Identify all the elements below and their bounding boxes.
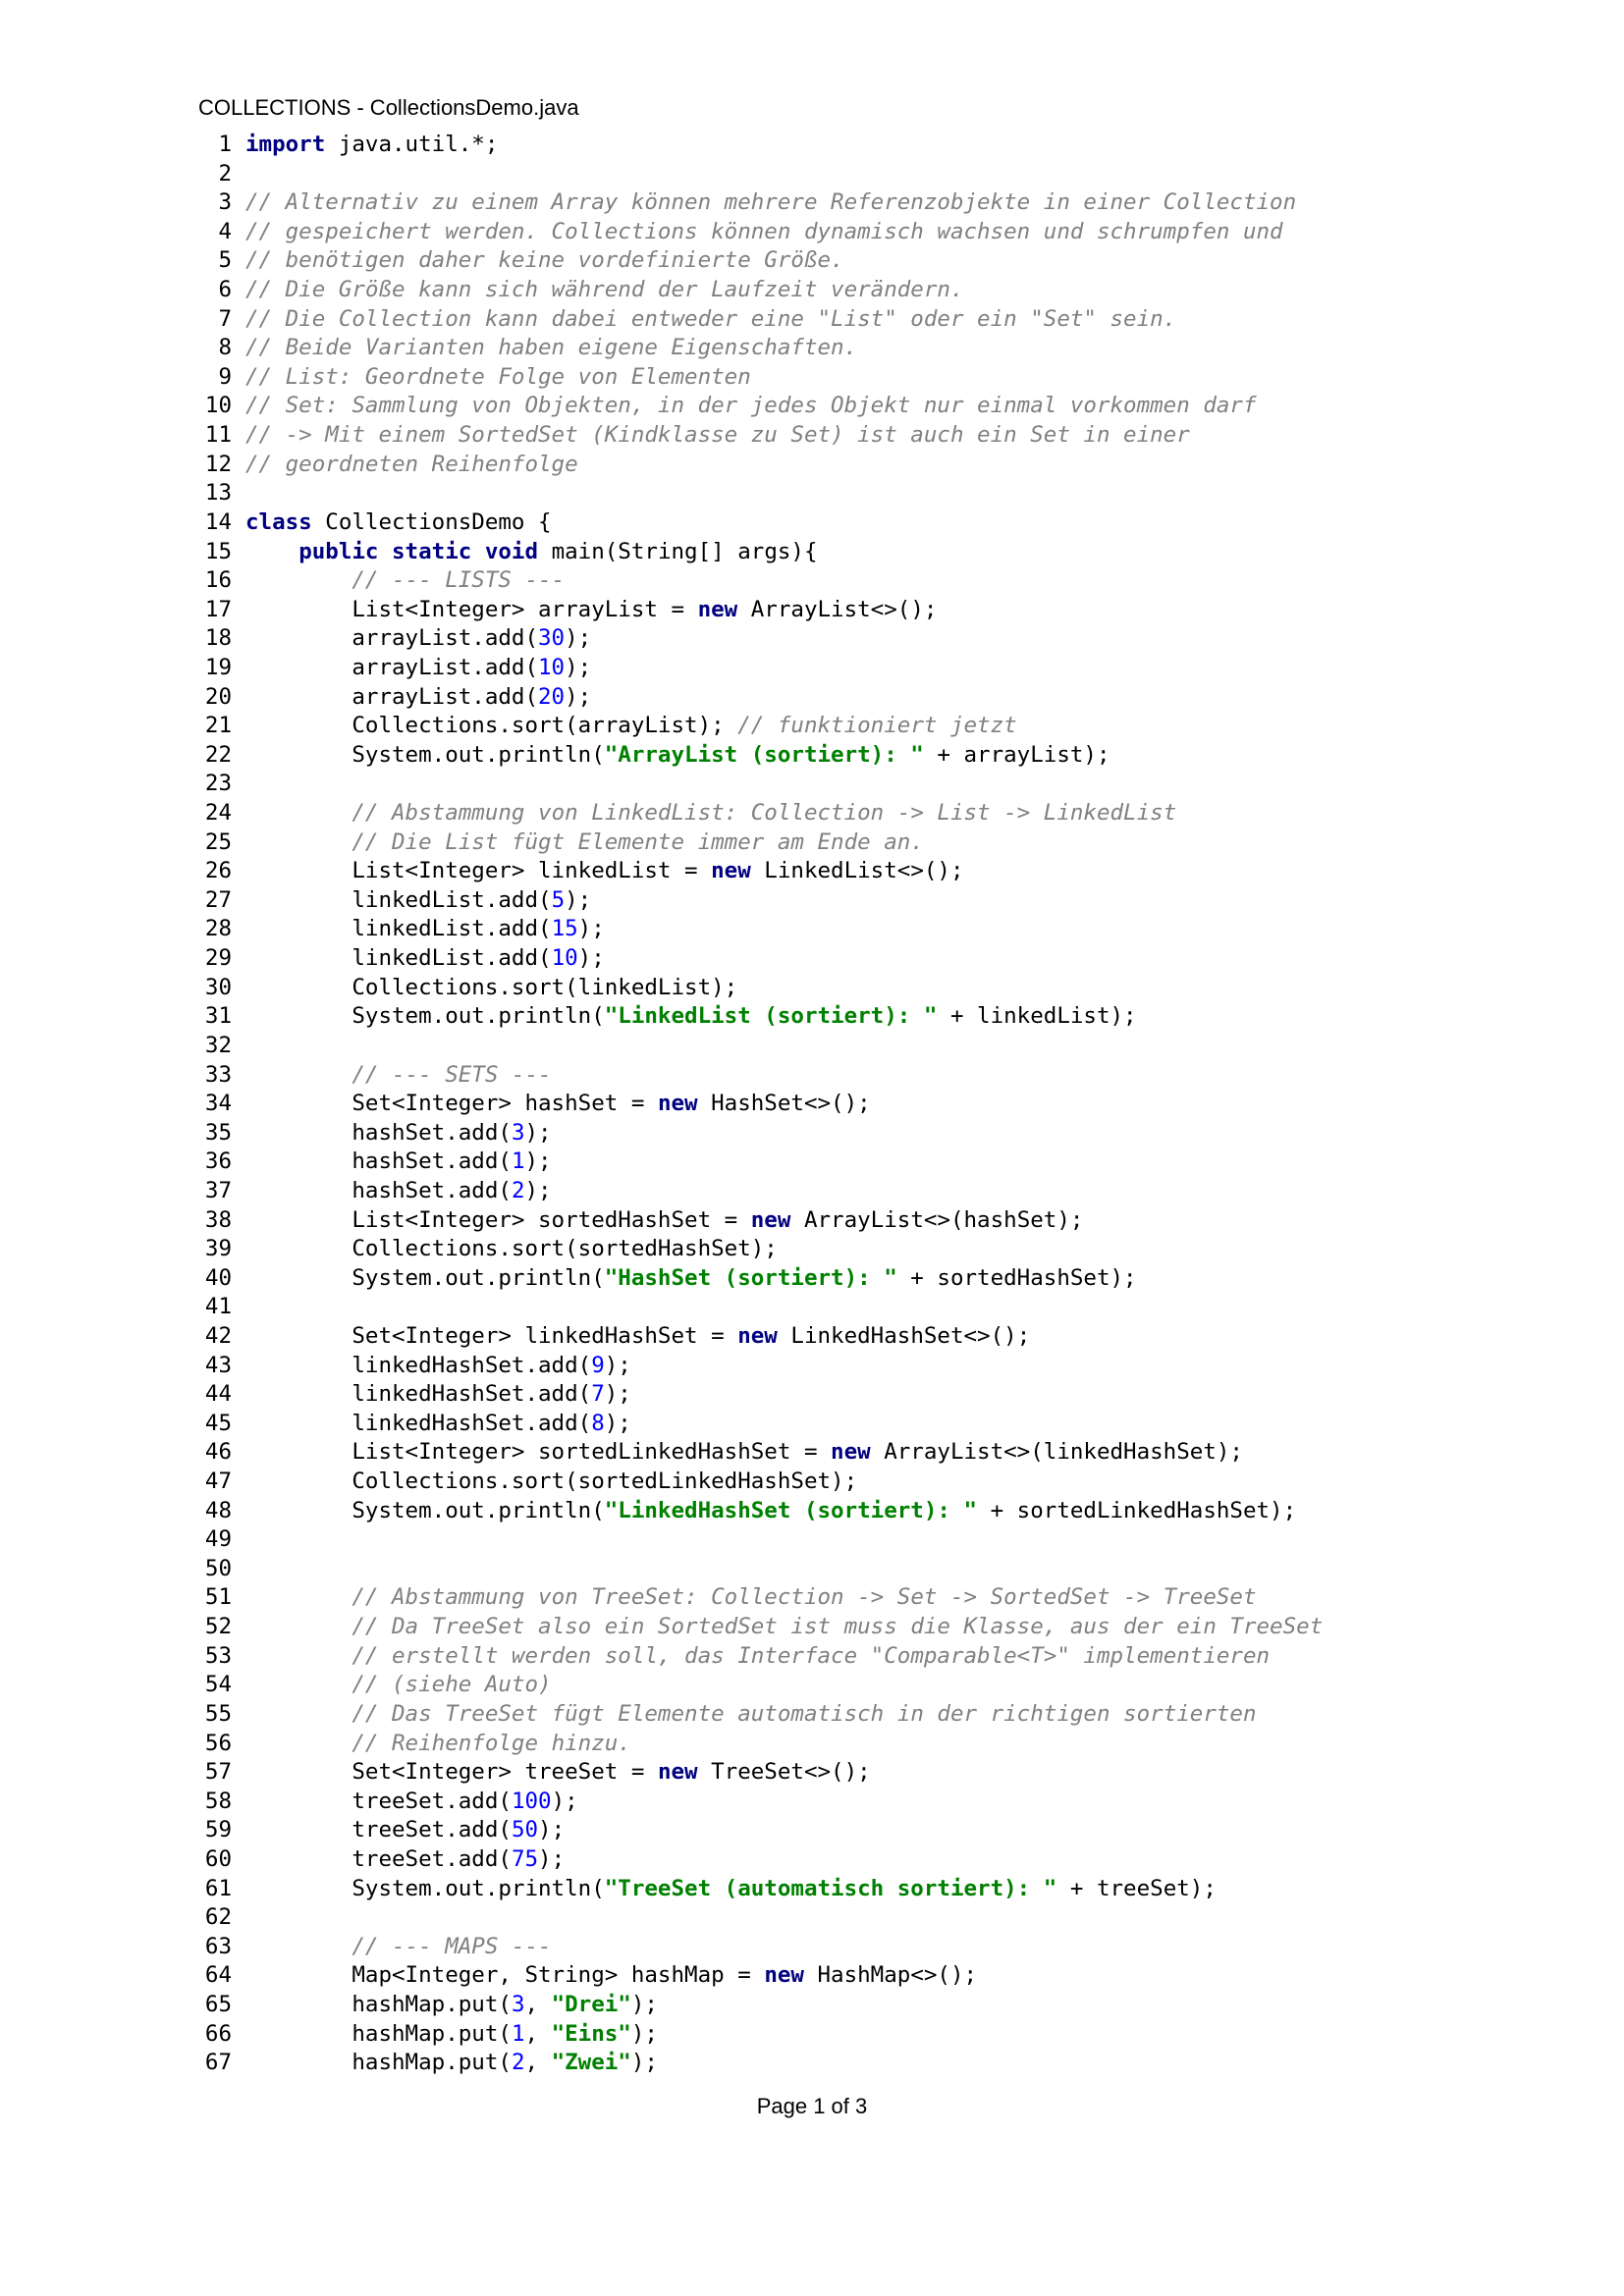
code-line: [192, 421, 1323, 451]
line-number: 16: [204, 567, 232, 594]
code-line: [192, 1583, 1323, 1613]
line-number: 3: [218, 189, 232, 216]
code-text: linkedHashSet.add(7);: [245, 1381, 631, 1408]
code-text: hashMap.put(1, "Eins");: [245, 2020, 658, 2047]
line-number: 49: [204, 1526, 232, 1553]
code-line: [192, 538, 1323, 567]
line-number: 21: [204, 713, 232, 739]
code-text: Collections.sort(sortedHashSet);: [245, 1236, 778, 1262]
page-footer: Page 1 of 3: [756, 2094, 868, 2118]
line-number: 58: [204, 1788, 232, 1814]
line-number: 31: [204, 1003, 232, 1030]
code-text: treeSet.add(100);: [245, 1788, 578, 1814]
code-text: System.out.println("HashSet (sortiert): " + sortedHashSet);: [245, 1264, 1137, 1291]
code-text: arrayList.add(20);: [245, 683, 592, 710]
code-text: linkedList.add(15);: [245, 916, 605, 942]
line-number: 42: [204, 1322, 232, 1349]
code-line: [192, 1264, 1323, 1294]
line-number: 12: [204, 451, 232, 477]
line-number: 30: [204, 974, 232, 1000]
code-text: // Die Collection kann dabei entweder eine "List" oder ein "Set" sein.: [245, 305, 1177, 332]
code-line: [192, 160, 1323, 189]
line-number: 45: [204, 1410, 232, 1436]
code-line: [192, 1497, 1323, 1526]
code-text: // Das TreeSet fügt Elemente automatisch in der richtigen sortierten: [352, 1700, 1257, 1727]
code-text: // Set: Sammlung von Objekten, in der jedes Objekt nur einmal vorkommen darf: [245, 393, 1257, 419]
line-number: 35: [204, 1119, 232, 1146]
line-number: 41: [204, 1294, 232, 1320]
line-number: 65: [204, 1992, 232, 2017]
code-line: [192, 683, 1323, 713]
code-line: [192, 1410, 1323, 1439]
line-number: 51: [204, 1584, 232, 1611]
code-text: // Alternativ zu einem Array können mehrere Referenzobjekte in einer Collection: [245, 189, 1297, 216]
code-text: // (siehe Auto): [352, 1672, 552, 1698]
code-line: [192, 1148, 1323, 1177]
code-text: arrayList.add(10);: [245, 654, 592, 680]
code-text: // Beide Varianten haben eigene Eigenschaften.: [245, 335, 858, 361]
code-line: [192, 1119, 1323, 1148]
line-number: 7: [218, 305, 232, 332]
line-number: 55: [204, 1700, 232, 1727]
code-line: [192, 1700, 1323, 1730]
line-number: 63: [204, 1933, 232, 1959]
line-number: 2: [218, 160, 232, 187]
code-text: // --- LISTS ---: [352, 567, 566, 594]
line-number: 52: [204, 1614, 232, 1640]
code-text: treeSet.add(75);: [245, 1845, 566, 1872]
code-line: [192, 944, 1323, 974]
code-text: // Die Größe kann sich während der Laufzeit verändern.: [245, 277, 964, 303]
code-text: class CollectionsDemo {: [245, 508, 552, 535]
code-text: hashMap.put(2, "Zwei");: [245, 2050, 658, 2076]
line-number: 6: [218, 277, 232, 303]
line-number: 9: [218, 363, 232, 390]
code-line: [192, 1903, 1323, 1933]
line-number: 47: [204, 1468, 232, 1495]
code-line: [192, 1293, 1323, 1322]
code-text: // List: Geordnete Folge von Elementen: [245, 363, 751, 390]
code-line: [192, 1845, 1323, 1875]
code-text: List<Integer> sortedHashSet = new ArrayList<>(hashSet);: [245, 1206, 1084, 1233]
line-number: 15: [204, 538, 232, 564]
code-line: [192, 246, 1323, 276]
code-line: [192, 305, 1323, 335]
code-line: [192, 1380, 1323, 1410]
line-number: 64: [204, 1962, 232, 1989]
code-line: [192, 1758, 1323, 1788]
line-number: 10: [204, 393, 232, 419]
code-text: // --- MAPS ---: [352, 1933, 552, 1959]
line-number: 56: [204, 1730, 232, 1756]
line-number: 39: [204, 1236, 232, 1262]
line-number: 27: [204, 886, 232, 913]
line-number: 25: [204, 828, 232, 855]
line-number: 4: [218, 218, 232, 244]
code-text: linkedHashSet.add(9);: [245, 1352, 631, 1378]
code-line: [192, 828, 1323, 858]
line-number: 36: [204, 1148, 232, 1175]
line-number: 32: [204, 1032, 232, 1058]
code-line: [192, 654, 1323, 683]
code-text: Collections.sort(linkedList);: [245, 974, 738, 1000]
line-number: 43: [204, 1352, 232, 1378]
line-number: 13: [204, 480, 232, 507]
code-text: Set<Integer> hashSet = new HashSet<>();: [245, 1091, 871, 1117]
code-text: System.out.println("LinkedHashSet (sortiert): " + sortedLinkedHashSet);: [245, 1497, 1297, 1523]
code-line: [192, 188, 1323, 218]
code-line: [192, 1438, 1323, 1468]
line-number: 50: [204, 1555, 232, 1581]
code-text: hashSet.add(2);: [245, 1177, 552, 1203]
code-line: [192, 1875, 1323, 1904]
line-number: 19: [204, 654, 232, 680]
line-number: 61: [204, 1875, 232, 1901]
code-line: [192, 1642, 1323, 1672]
line-number: 54: [204, 1672, 232, 1698]
line-number: 62: [204, 1904, 232, 1931]
line-number: 40: [204, 1264, 232, 1291]
code-line: [192, 131, 1323, 160]
code-line: [192, 857, 1323, 886]
code-line: [192, 1991, 1323, 2020]
code-text: Set<Integer> treeSet = new TreeSet<>();: [245, 1759, 871, 1786]
code-line: [192, 1816, 1323, 1845]
code-line: [192, 1613, 1323, 1642]
code-line: [192, 886, 1323, 916]
code-text: // Reihenfolge hinzu.: [352, 1730, 631, 1756]
code-text: // Da TreeSet also ein SortedSet ist muss die Klasse, aus der ein TreeSet: [352, 1614, 1324, 1640]
code-text: hashMap.put(3, "Drei");: [245, 1992, 658, 2017]
code-line: [192, 566, 1323, 596]
code-line: [192, 392, 1323, 421]
code-text: // Abstammung von TreeSet: Collection -> Set -> SortedSet -> TreeSet: [352, 1584, 1257, 1611]
line-number: 8: [218, 335, 232, 361]
code-text: System.out.println("TreeSet (automatisch sortiert): " + treeSet);: [245, 1875, 1217, 1901]
line-number: 22: [204, 741, 232, 768]
code-line: [192, 624, 1323, 654]
line-number: 20: [204, 683, 232, 710]
code-text: Set<Integer> linkedHashSet = new LinkedHashSet<>();: [245, 1322, 1031, 1349]
code-line: [192, 1090, 1323, 1119]
code-line: [192, 1177, 1323, 1206]
code-line: [192, 334, 1323, 363]
code-line: [192, 1032, 1323, 1061]
line-number: 11: [204, 422, 232, 449]
code-text: System.out.println("LinkedList (sortiert): " + linkedList);: [245, 1003, 1137, 1030]
line-number: 67: [204, 2050, 232, 2076]
code-line: [192, 1525, 1323, 1555]
code-line: [192, 741, 1323, 771]
line-number: 14: [204, 508, 232, 535]
code-text: arrayList.add(30);: [245, 625, 592, 652]
code-line: [192, 1352, 1323, 1381]
code-text: Collections.sort(arrayList); // funktioniert jetzt: [245, 713, 1017, 739]
code-line: [192, 218, 1323, 247]
code-listing: [192, 131, 1323, 2078]
line-number: 23: [204, 771, 232, 797]
line-number: 46: [204, 1439, 232, 1466]
code-line: [192, 276, 1323, 305]
code-text: // -> Mit einem SortedSet (Kindklasse zu Set) ist auch ein Set in einer: [245, 422, 1190, 449]
code-text: hashSet.add(1);: [245, 1148, 552, 1175]
line-number: 24: [204, 800, 232, 827]
code-line: [192, 770, 1323, 799]
code-text: // Abstammung von LinkedList: Collection -> List -> LinkedList: [352, 800, 1177, 827]
code-line: [192, 1002, 1323, 1032]
code-text: List<Integer> sortedLinkedHashSet = new ArrayList<>(linkedHashSet);: [245, 1439, 1243, 1466]
code-line: [192, 2020, 1323, 2050]
code-text: // --- SETS ---: [352, 1061, 552, 1088]
line-number: 38: [204, 1206, 232, 1233]
code-line: [192, 799, 1323, 828]
code-line: [192, 1671, 1323, 1700]
code-line: [192, 479, 1323, 508]
code-line: [192, 596, 1323, 625]
code-text: // gespeichert werden. Collections können dynamisch wachsen und schrumpfen und: [245, 218, 1283, 244]
code-line: [192, 1730, 1323, 1759]
line-number: 18: [204, 625, 232, 652]
line-number: 60: [204, 1845, 232, 1872]
code-line: [192, 1961, 1323, 1991]
code-line: [192, 363, 1323, 393]
code-line: [192, 1555, 1323, 1584]
code-text: List<Integer> linkedList = new LinkedList<>();: [245, 858, 964, 884]
code-line: [192, 1322, 1323, 1352]
code-text: linkedList.add(5);: [245, 886, 592, 913]
line-number: 17: [204, 596, 232, 622]
line-number: 57: [204, 1759, 232, 1786]
line-number: 1: [218, 132, 232, 157]
code-line: [192, 508, 1323, 538]
line-number: 26: [204, 858, 232, 884]
line-number: 53: [204, 1642, 232, 1669]
code-line: [192, 1206, 1323, 1236]
code-text: linkedHashSet.add(8);: [245, 1410, 631, 1436]
code-text: hashSet.add(3);: [245, 1119, 552, 1146]
document-title: COLLECTIONS - CollectionsDemo.java: [198, 95, 579, 120]
code-text: Map<Integer, String> hashMap = new HashMap<>();: [245, 1962, 978, 1989]
code-text: treeSet.add(50);: [245, 1817, 566, 1843]
code-text: // erstellt werden soll, das Interface "Comparable<T>" implementieren: [352, 1642, 1271, 1669]
line-number: 34: [204, 1091, 232, 1117]
code-text: System.out.println("ArrayList (sortiert): " + arrayList);: [245, 741, 1110, 768]
code-text: // geordneten Reihenfolge: [245, 451, 578, 477]
line-number: 66: [204, 2020, 232, 2047]
code-line: [192, 974, 1323, 1003]
code-line: [192, 451, 1323, 480]
line-number: 37: [204, 1177, 232, 1203]
code-line: [192, 1468, 1323, 1497]
code-line: [192, 1933, 1323, 1962]
line-number: 44: [204, 1381, 232, 1408]
code-text: public static void main(String[] args){: [298, 538, 818, 564]
line-number: 59: [204, 1817, 232, 1843]
code-text: import java.util.*;: [245, 132, 499, 157]
code-text: linkedList.add(10);: [245, 945, 605, 972]
line-number: 48: [204, 1497, 232, 1523]
code-line: [192, 1788, 1323, 1817]
code-line: [192, 1061, 1323, 1091]
code-line: [192, 712, 1323, 741]
code-text: // Die List fügt Elemente immer am Ende an.: [352, 828, 924, 855]
line-number: 33: [204, 1061, 232, 1088]
code-text: Collections.sort(sortedLinkedHashSet);: [245, 1468, 858, 1495]
code-text: List<Integer> arrayList = new ArrayList<>();: [245, 596, 938, 622]
code-text: // benötigen daher keine vordefinierte Größe.: [245, 247, 844, 274]
code-line: [192, 915, 1323, 944]
code-line: [192, 1235, 1323, 1264]
line-number: 5: [218, 247, 232, 274]
line-number: 29: [204, 945, 232, 972]
line-number: 28: [204, 916, 232, 942]
code-line: [192, 2049, 1323, 2078]
